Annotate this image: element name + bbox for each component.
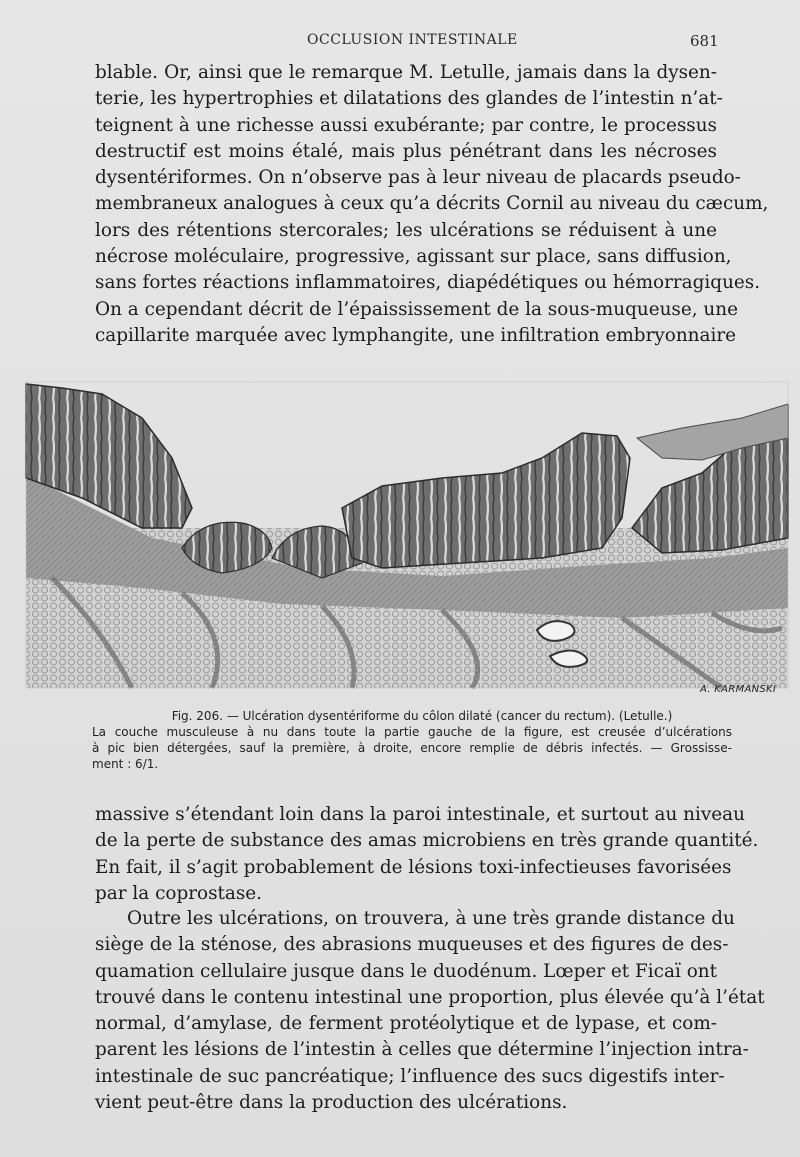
text-line: capillarite marquée avec lymphangite, une infiltration embryonnaire xyxy=(95,324,737,346)
text-line: terie, les hypertrophies et dilatations des glandes de l’intestin n’at- xyxy=(95,88,723,110)
histology-illustration xyxy=(22,378,792,698)
figure-caption xyxy=(92,708,732,772)
text-line: En fait, il s’agit probablement de lésions toxi-infectieuses favorisées xyxy=(95,856,732,878)
page-header xyxy=(0,30,800,54)
text-line: par la coprostase. xyxy=(95,882,263,904)
illustrator-signature: A. KARMANSKI xyxy=(700,684,777,695)
text-line: teignent à une richesse aussi exubérante; par contre, le processus xyxy=(95,114,717,136)
text-line: trouvé dans le contenu intestinal une proportion, plus élevée qu’à l’état xyxy=(95,986,765,1008)
text-line: vient peut-être dans la production des ulcérations. xyxy=(95,1092,568,1114)
caption-line: La couche musculeuse à nu dans toute la partie gauche de la figure, est creusée d’ulcérations xyxy=(92,725,732,739)
text-line: Outre les ulcérations, on trouvera, à une très grande distance du xyxy=(127,908,735,929)
caption-line: à pic bien détergées, sauf la première, à droite, encore remplie de débris infectés. — Grossisse- xyxy=(92,741,732,755)
text-line: sans fortes réactions inflammatoires, diapédétiques ou hémorragiques. xyxy=(95,272,761,294)
page-number: 681 xyxy=(690,32,719,50)
text-line: normal, d’amylase, de ferment protéolytique et de lypase, et com- xyxy=(95,1013,717,1035)
text-line: quamation cellulaire jusque dans le duodénum. Lœper et Ficaï ont xyxy=(95,960,717,982)
text-line: dysentériformes. On n’observe pas à leur niveau de placards pseudo- xyxy=(95,167,741,189)
text-line: blable. Or, ainsi que le remarque M. Letulle, jamais dans la dysen- xyxy=(95,62,717,83)
caption-line: ment : 6/1. xyxy=(92,757,159,771)
caption-line: Fig. 206. — Ulcération dysentériforme du côlon dilaté (cancer du rectum). (Letulle.) xyxy=(171,709,673,723)
paragraph-top xyxy=(95,60,769,349)
text-line: On a cependant décrit de l’épaississement de la sous-muqueuse, une xyxy=(95,298,739,320)
running-title: OCCLUSION INTESTINALE xyxy=(307,32,518,48)
paragraph-bottom xyxy=(95,906,765,1116)
text-line: massive s’étendant loin dans la paroi intestinale, et surtout au niveau xyxy=(95,804,745,825)
text-line: intestinale de suc pancréatique; l’influence des sucs digestifs inter- xyxy=(95,1065,725,1087)
text-line: nécrose moléculaire, progressive, agissant sur place, sans diffusion, xyxy=(95,246,732,268)
text-line: de la perte de substance des amas microbiens en très grande quantité. xyxy=(95,830,759,852)
text-line: siège de la sténose, des abrasions muqueuses et des figures de des- xyxy=(95,934,729,956)
text-line: parent les lésions de l’intestin à celles que détermine l’injection intra- xyxy=(95,1039,749,1061)
text-line: destructif est moins étalé, mais plus pénétrant dans les nécroses xyxy=(95,140,717,162)
text-line: lors des rétentions stercorales; les ulcérations se réduisent à une xyxy=(95,219,717,241)
paragraph-middle xyxy=(95,802,759,907)
text-line: membraneux analogues à ceux qu’a décrits Cornil au niveau du cæcum, xyxy=(95,193,769,215)
